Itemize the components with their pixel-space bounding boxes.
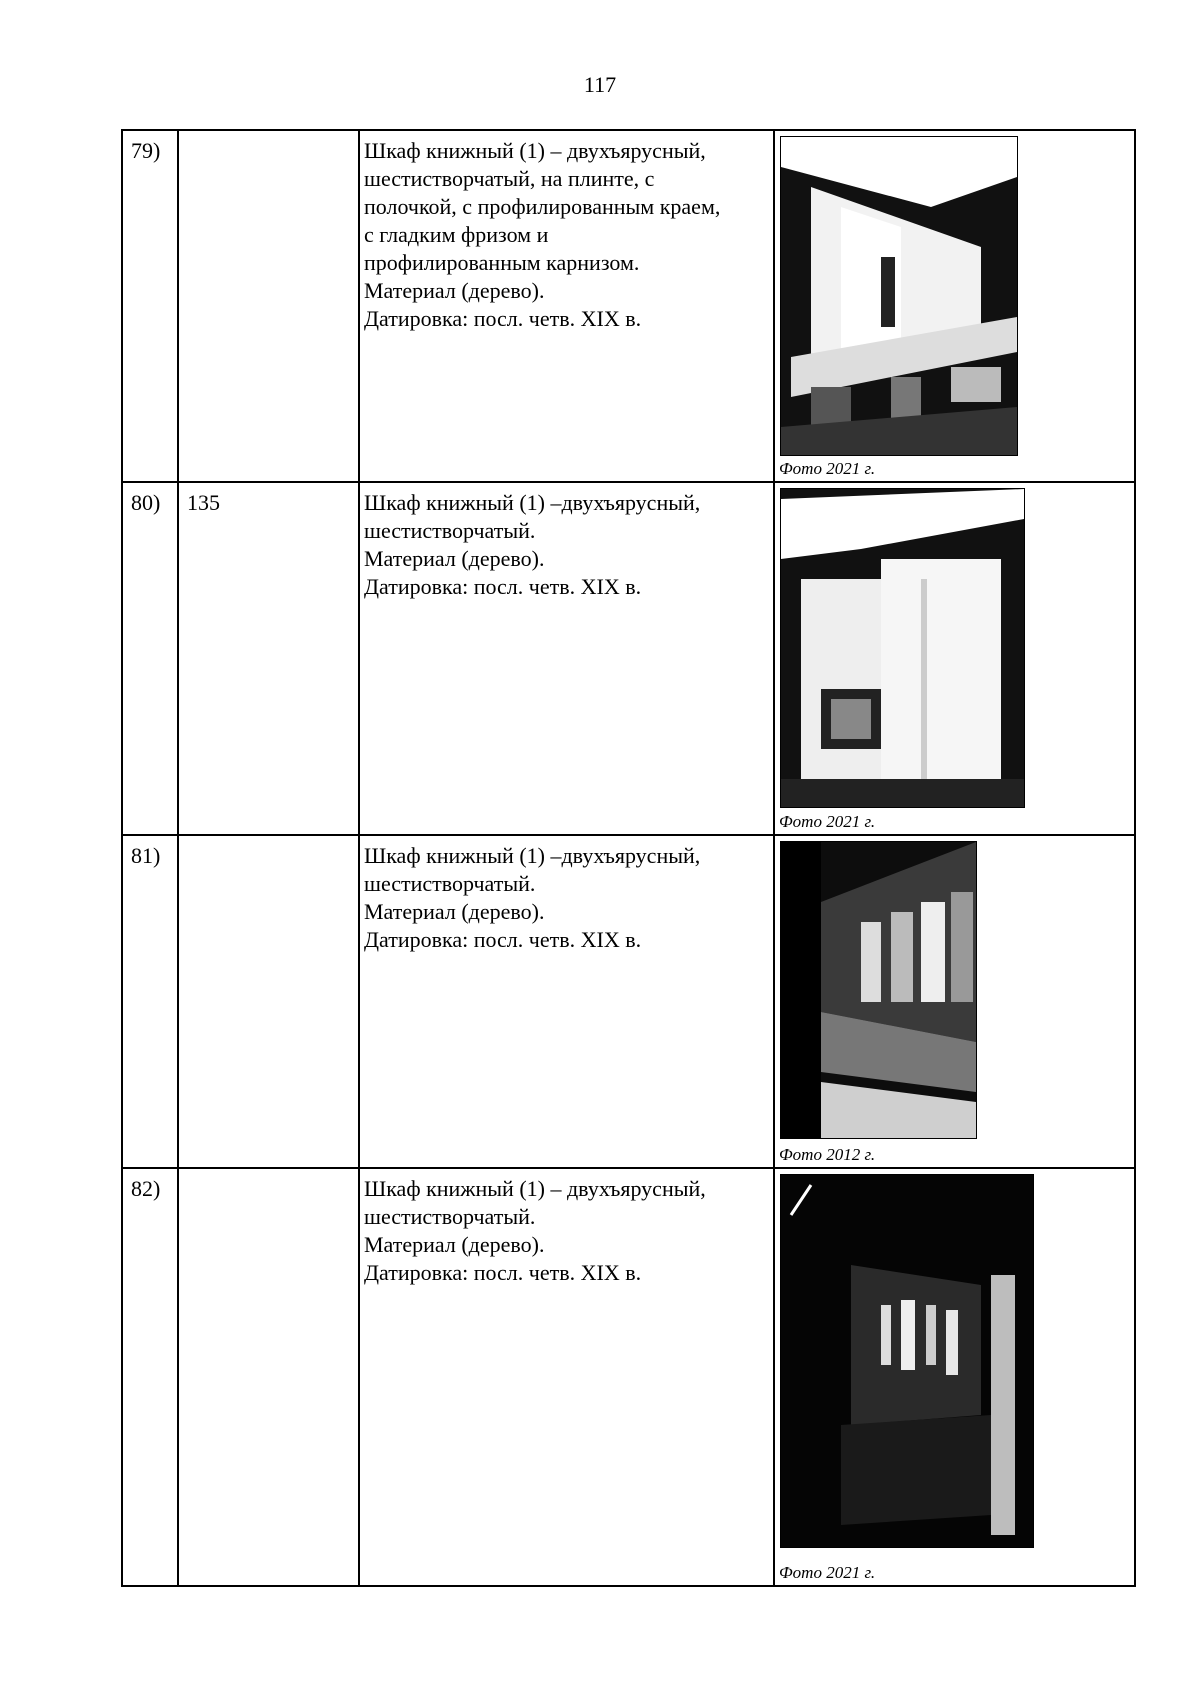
table-row [122, 482, 1135, 835]
inventory-number-cell [178, 835, 359, 1168]
row-index: 79) [131, 138, 161, 163]
photo-caption: Фото 2021 г. [779, 1563, 876, 1582]
photo-cell [774, 1168, 1135, 1586]
item-description: Шкаф книжный (1) – двухъярусный, шестистворчатый, на плинте, с полочкой, с профилированным краем, с гладким фризом и профилированным карнизом. Материал (дерево). Датировка: посл. четв. XIX в. [364, 138, 721, 331]
bookcase-photo-icon [780, 1174, 1034, 1548]
item-description: Шкаф книжный (1) –двухъярусный, шестистворчатый. Материал (дерево). Датировка: посл. четв. XIX в. [364, 843, 701, 952]
table-row [122, 130, 1135, 482]
item-description: Шкаф книжный (1) –двухъярусный, шестистворчатый. Материал (дерево). Датировка: посл. четв. XIX в. [364, 490, 701, 599]
inventory-number-cell [178, 1168, 359, 1586]
row-index: 81) [131, 843, 161, 868]
inventory-number-cell [178, 130, 359, 482]
description-cell [359, 130, 774, 482]
row-index-cell [122, 835, 178, 1168]
row-index-cell [122, 482, 178, 835]
bookcase-photo-icon [780, 136, 1018, 456]
inventory-number [179, 836, 358, 842]
photo-cell [774, 482, 1135, 835]
table-row [122, 835, 1135, 1168]
row-index-cell [122, 1168, 178, 1586]
table-row [122, 1168, 1135, 1586]
inventory-number [179, 1169, 358, 1175]
bookshelves-photo-icon [780, 841, 977, 1139]
page-number: 117 [583, 72, 617, 97]
photo-caption: Фото 2012 г. [779, 1145, 876, 1164]
photo-cell [774, 130, 1135, 482]
photo-cell [774, 835, 1135, 1168]
photo-caption: Фото 2021 г. [779, 812, 876, 831]
inventory-number [179, 131, 358, 137]
inventory-table [121, 129, 1136, 1587]
bookcase-photo-icon [780, 488, 1025, 808]
inventory-number: 135 [187, 490, 220, 515]
row-index-cell [122, 130, 178, 482]
inventory-number-cell [178, 482, 359, 835]
description-cell [359, 1168, 774, 1586]
photo-caption: Фото 2021 г. [779, 459, 876, 478]
row-index: 80) [131, 490, 161, 515]
item-description: Шкаф книжный (1) – двухъярусный, шестистворчатый. Материал (дерево). Датировка: посл. четв. XIX в. [364, 1176, 706, 1285]
description-cell [359, 835, 774, 1168]
row-index: 82) [131, 1176, 161, 1201]
description-cell [359, 482, 774, 835]
